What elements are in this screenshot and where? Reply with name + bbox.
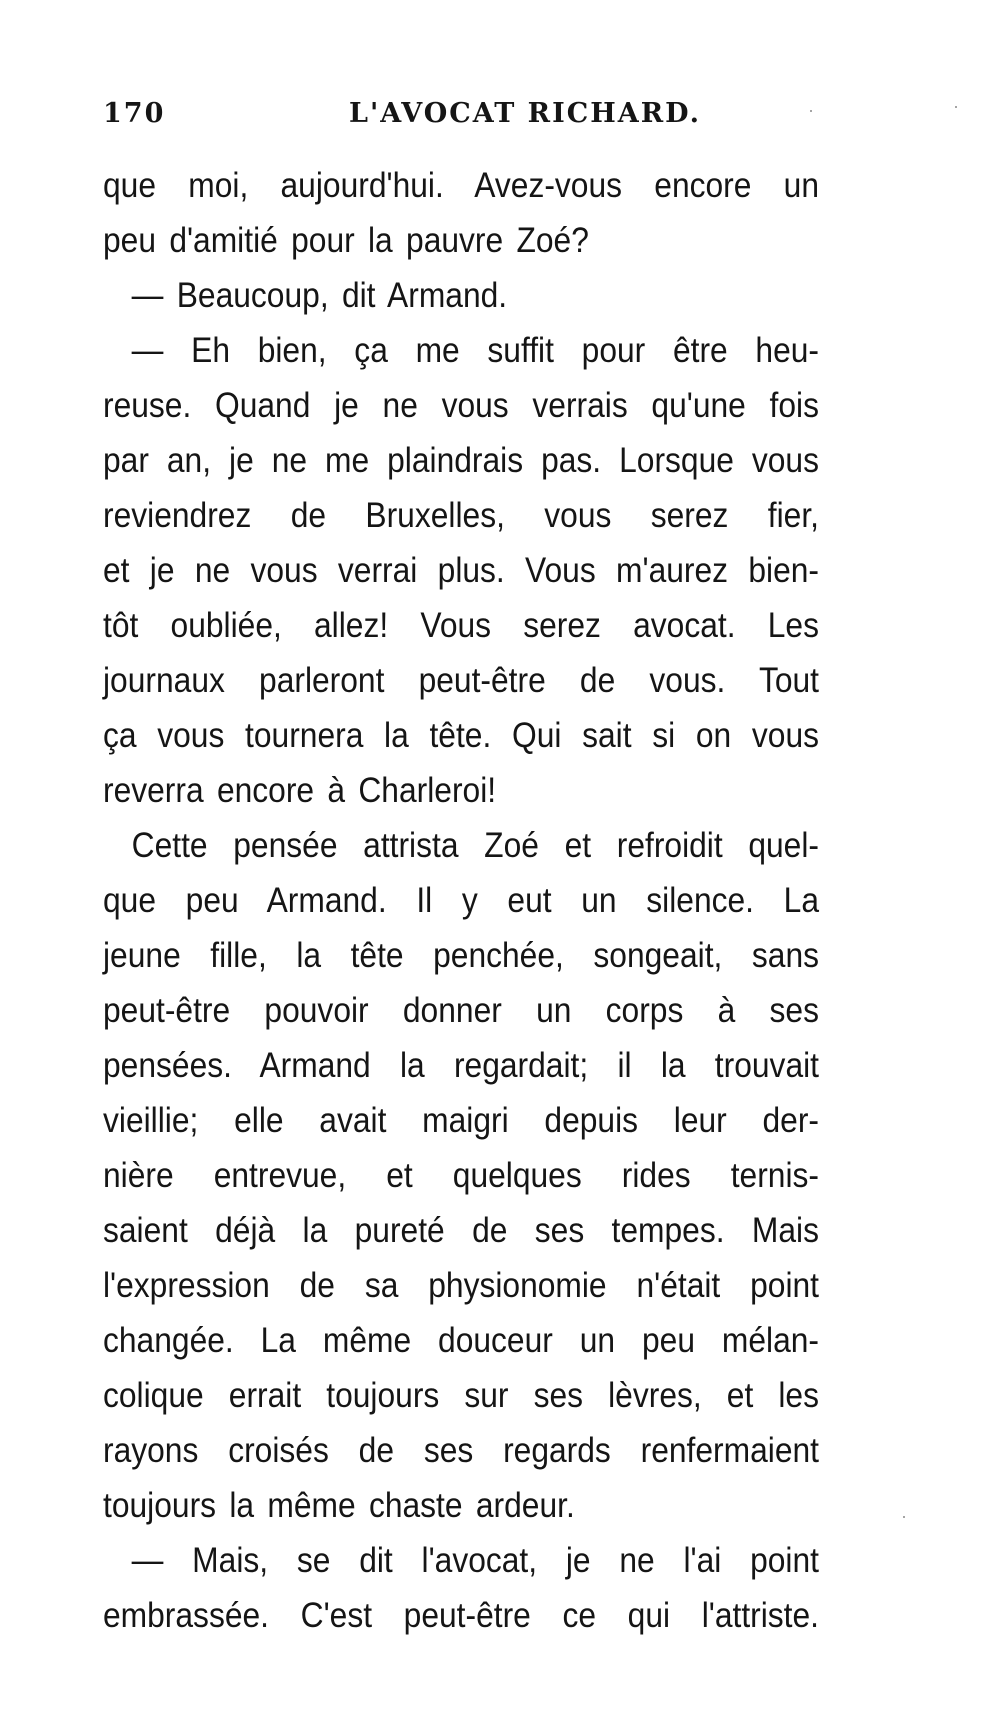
text-line: toujours la même chaste ardeur. [103, 1485, 575, 1525]
text-line: vieillie; elle avait maigri depuis leur der- [103, 1100, 819, 1140]
text-line: pensées. Armand la regardait; il la trouvait [103, 1045, 819, 1085]
page-number: 170 [103, 98, 166, 129]
running-title: L'AVOCAT RICHARD. [349, 98, 701, 129]
text-line: rayons croisés de ses regards renfermaient [103, 1430, 819, 1470]
text-line: peut-être pouvoir donner un corps à ses [103, 990, 819, 1030]
dialogue-line: — Mais, se dit l'avocat, je ne l'ai point [131, 1540, 819, 1580]
paper-speckle [955, 106, 957, 108]
body-text [103, 158, 819, 1643]
text-line: que peu Armand. Il y eut un silence. La [103, 880, 819, 920]
text-line: l'expression de sa physionomie n'était point [103, 1265, 819, 1305]
text-line: par an, je ne me plaindrais pas. Lorsque vous [103, 440, 819, 480]
text-line: jeune fille, la tête penchée, songeait, sans [103, 935, 819, 975]
text-line: colique errait toujours sur ses lèvres, et les [103, 1375, 819, 1415]
text-line: et je ne vous verrai plus. Vous m'aurez bien- [103, 550, 819, 590]
text-line: journaux parleront peut-être de vous. Tout [103, 660, 819, 700]
text-line: ça vous tournera la tête. Qui sait si on vous [103, 715, 819, 755]
text-line: que moi, aujourd'hui. Avez-vous encore un [103, 165, 819, 205]
text-line: reviendrez de Bruxelles, vous serez fier, [103, 495, 819, 535]
paper-speckle [810, 110, 812, 112]
paragraph-start-line: Cette pensée attrista Zoé et refroidit quel- [131, 825, 819, 865]
text-line: nière entrevue, et quelques rides ternis- [103, 1155, 819, 1195]
text-line: changée. La même douceur un peu mélan- [103, 1320, 819, 1360]
dialogue-line: — Eh bien, ça me suffit pour être heu- [131, 330, 819, 370]
running-head [103, 98, 701, 138]
text-line: embrassée. C'est peut-être ce qui l'attriste. [103, 1595, 819, 1635]
text-line: saient déjà la pureté de ses tempes. Mais [103, 1210, 819, 1250]
text-line: tôt oubliée, allez! Vous serez avocat. Les [103, 605, 819, 645]
dialogue-line: — Beaucoup, dit Armand. [131, 275, 508, 315]
text-line: reverra encore à Charleroi! [103, 770, 497, 810]
text-line: peu d'amitié pour la pauvre Zoé? [103, 220, 589, 260]
paper-speckle [903, 1516, 905, 1518]
text-line: reuse. Quand je ne vous verrais qu'une fois [103, 385, 819, 425]
